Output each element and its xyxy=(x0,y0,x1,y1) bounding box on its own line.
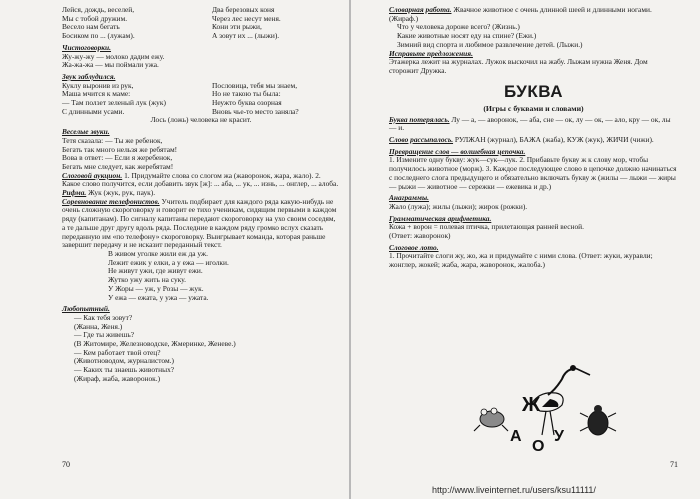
dialog-line: (Жанна, Женя.) xyxy=(74,321,123,331)
poem-ezh xyxy=(62,250,340,302)
paragraph: 1. Придумайте слова со слогом жа (жаворонок, жара, жало). 2. Какое слово получится, если добавить звук [ж]: ... аба, ... ук, ... изнь, ... онглер, ... алоба. xyxy=(62,170,339,189)
poem-line: В живом уголке жили еж да уж. xyxy=(108,248,208,258)
paragraph: Лу — а, — аворонок, — аба, сне — ок, лу — ок, — ало, кру — ок, лы — и. xyxy=(389,114,671,133)
chapter-title: БУКВА xyxy=(504,81,563,101)
dialog-line: (Жираф, жаба, жаворонок.) xyxy=(74,373,161,383)
poem-line: Лежит ежик у елки, а у ежа — иголки. xyxy=(108,257,229,267)
section-heading: Веселые звуки. xyxy=(62,127,110,137)
poem-line: Маша мчится к маме: xyxy=(62,89,131,99)
paragraph: Учитель подбирает для каждого ряда какую-нибудь не очень сложную скороговорку и говорит ее тихо ученикам, сидящим первыми в каждом ряду (капитанам). По сигналу капитаны передают скороговорку на ухо своим соседям, а те дальше друг другу вдоль ряда. Последние в каждом ряду громко вслух сказать переданную им «по телефону» скороговорку. Выигрывает команда, которая раньше завершит передачу и не исказит переданный текст. xyxy=(62,196,337,250)
poem-line: Весело нам бегать xyxy=(62,22,120,32)
text-line: Бегать мне следует, как жеребятам! xyxy=(62,161,174,171)
paragraph: Жвачное животное с очень длинной шеей и длинными ногами. (Жираф.) xyxy=(389,5,652,23)
poem-line: Два березовых коня xyxy=(212,5,275,14)
question-line: Какие животные носят еду на спине? (Ежи.) xyxy=(397,31,537,41)
paragraph: 1. Измените одну букву: жук—сук—лук. 2. Прибавьте букву ж к слову мор, чтобы получилось животное (морж). 3. Каждое последующее слово в цепочке должно начинаться с последнего слога предыдущего и обязательно включать букву ж (жилы — лыжи — жиры — рыжи — животное — сережки — ежевика и др.) xyxy=(389,155,677,191)
poem-line: Пословица, тебя мы знаем, xyxy=(212,80,298,90)
text-line: Жу-жу-жу — молоко дадим ежу. xyxy=(62,51,165,61)
section-heading: Звук заблудился. xyxy=(62,71,116,81)
proverb-line: Лось (ложь) человека не красит. xyxy=(150,115,252,125)
dialog-line: — Кем работает твой отец? xyxy=(74,347,161,357)
watermark-url: http://www.liveinternet.ru/users/ksu11111/ xyxy=(432,485,596,495)
chapter-subtitle: (Игры с буквами и словами) xyxy=(483,103,584,113)
letter-zh: Ж xyxy=(522,394,541,416)
text-line: Тетя сказала: — Ты же ребенок, xyxy=(62,135,163,145)
question-line: Зимний вид спорта и любимое развлечение детей. (Лыжи.) xyxy=(397,39,583,49)
poem-line: Жутко ужу жить на суку. xyxy=(108,275,186,285)
paragraph: 1. Прочитайте слоги жу, жо, жа и придумайте с ними слова. (Ответ: жуки, журавли; жонглер, жокей; жаба, жара, жаворонок, жалоба.) xyxy=(389,251,653,270)
poem-line: Не живут ужи, где живут ежи. xyxy=(108,266,203,276)
section-heading: Анаграммы. xyxy=(389,193,429,203)
poem-line: Куклу выронив из рук, xyxy=(62,80,134,90)
paragraph: Этажерка лежит на журналах. Лужок выскочил на жабу. Лыжам нужна Женя. Дом сторожит Дружка. xyxy=(389,57,648,75)
text-line: (Ответ: жаворонок) xyxy=(389,231,451,241)
section-heading: Слово рассыпалось. xyxy=(389,135,454,145)
section-heading: Грамматическая арифметика. xyxy=(389,213,492,223)
poem-line: Через лес несут меня. xyxy=(212,13,281,23)
section-heading: Слоговое лото. xyxy=(389,242,439,252)
poem-line: У Жоры — уж, у Розы — жук. xyxy=(108,283,204,293)
poem-line: С длинными усами. xyxy=(62,106,125,116)
section-heading: Словарная работа. xyxy=(389,5,452,14)
section-heading: Превращение слов — волшебная цепочка. xyxy=(389,146,526,156)
poem-top xyxy=(62,6,340,41)
section-heading: Рифма. xyxy=(62,188,87,198)
paragraph: РУЛЖАН (журнал), БАЖА (жаба), КУЖ (жук), ЖИЧИ (чижи). xyxy=(454,135,654,145)
section-heading: Соревнование телефонистов. xyxy=(62,196,160,206)
section-heading: Чистоговорки. xyxy=(62,42,111,52)
section-heading: Слоговой аукцион. xyxy=(62,170,123,180)
poem-line: Босиком по ... (лужам). xyxy=(62,31,135,41)
paragraph: Жало (лужа); жилы (лыжи); жирок (рожки). xyxy=(389,201,528,211)
poem-line: У ежа — ежата, у ужа — ужата. xyxy=(108,292,209,302)
dialog-line: (Животноводом, журналистом.) xyxy=(74,356,174,366)
text-line: Бегать так много нельзя же ребятам! xyxy=(62,144,178,154)
letter-a: А xyxy=(510,428,522,445)
poem-line: А зовут их ... (лыжи). xyxy=(212,31,280,41)
poem-line: Мы с тобой дружим. xyxy=(62,13,128,23)
poem-line: Неужто буква озорная xyxy=(212,98,282,108)
page-number: 70 xyxy=(62,460,70,469)
dialog-line: (В Житомире, Железноводске, Жмеринке, Женеве.) xyxy=(74,339,236,349)
paragraph: Жук (жук, рук, паук). xyxy=(88,188,156,198)
section-heading: Исправьте предложения. xyxy=(389,48,473,58)
poem-line: Вновь чье-то место заняла? xyxy=(212,106,299,116)
stork-icon xyxy=(532,365,590,435)
dialog-line: — Где ты живешь? xyxy=(74,330,135,340)
poem-line: Лейся, дождь, веселей, xyxy=(62,5,135,14)
poem-line: Кони эти рыжи, xyxy=(212,22,262,32)
poem-line: — Там ползет зеленый лук (жук) xyxy=(62,98,166,108)
text-line: Кожа + ворон = полевая птичка, прилетающая ранней весной. xyxy=(389,222,584,232)
dialog-line: — Как тебя зовут? xyxy=(74,312,133,322)
question-line: Что у человека дороже всего? (Жизнь.) xyxy=(397,22,520,32)
poem-zvuk xyxy=(62,82,340,117)
section-heading: Любопытный. xyxy=(62,304,110,314)
letter-o: О xyxy=(532,438,545,455)
beetle-icon xyxy=(580,405,616,435)
poem-line: Но не такою ты была: xyxy=(212,89,281,99)
frog-icon xyxy=(474,408,508,431)
page-number: 71 xyxy=(670,460,678,469)
dialog-line: — Каких ты знаешь животных? xyxy=(74,365,175,375)
text-line: Жа-жа-жа — мы поймали ужа. xyxy=(62,60,159,70)
text-line: Вова в ответ: — Если я жеребенок, xyxy=(62,153,173,163)
letter-u: У xyxy=(554,428,564,445)
illustration-stork-letters xyxy=(470,355,620,455)
section-heading: Буква потерялась. xyxy=(389,114,450,124)
